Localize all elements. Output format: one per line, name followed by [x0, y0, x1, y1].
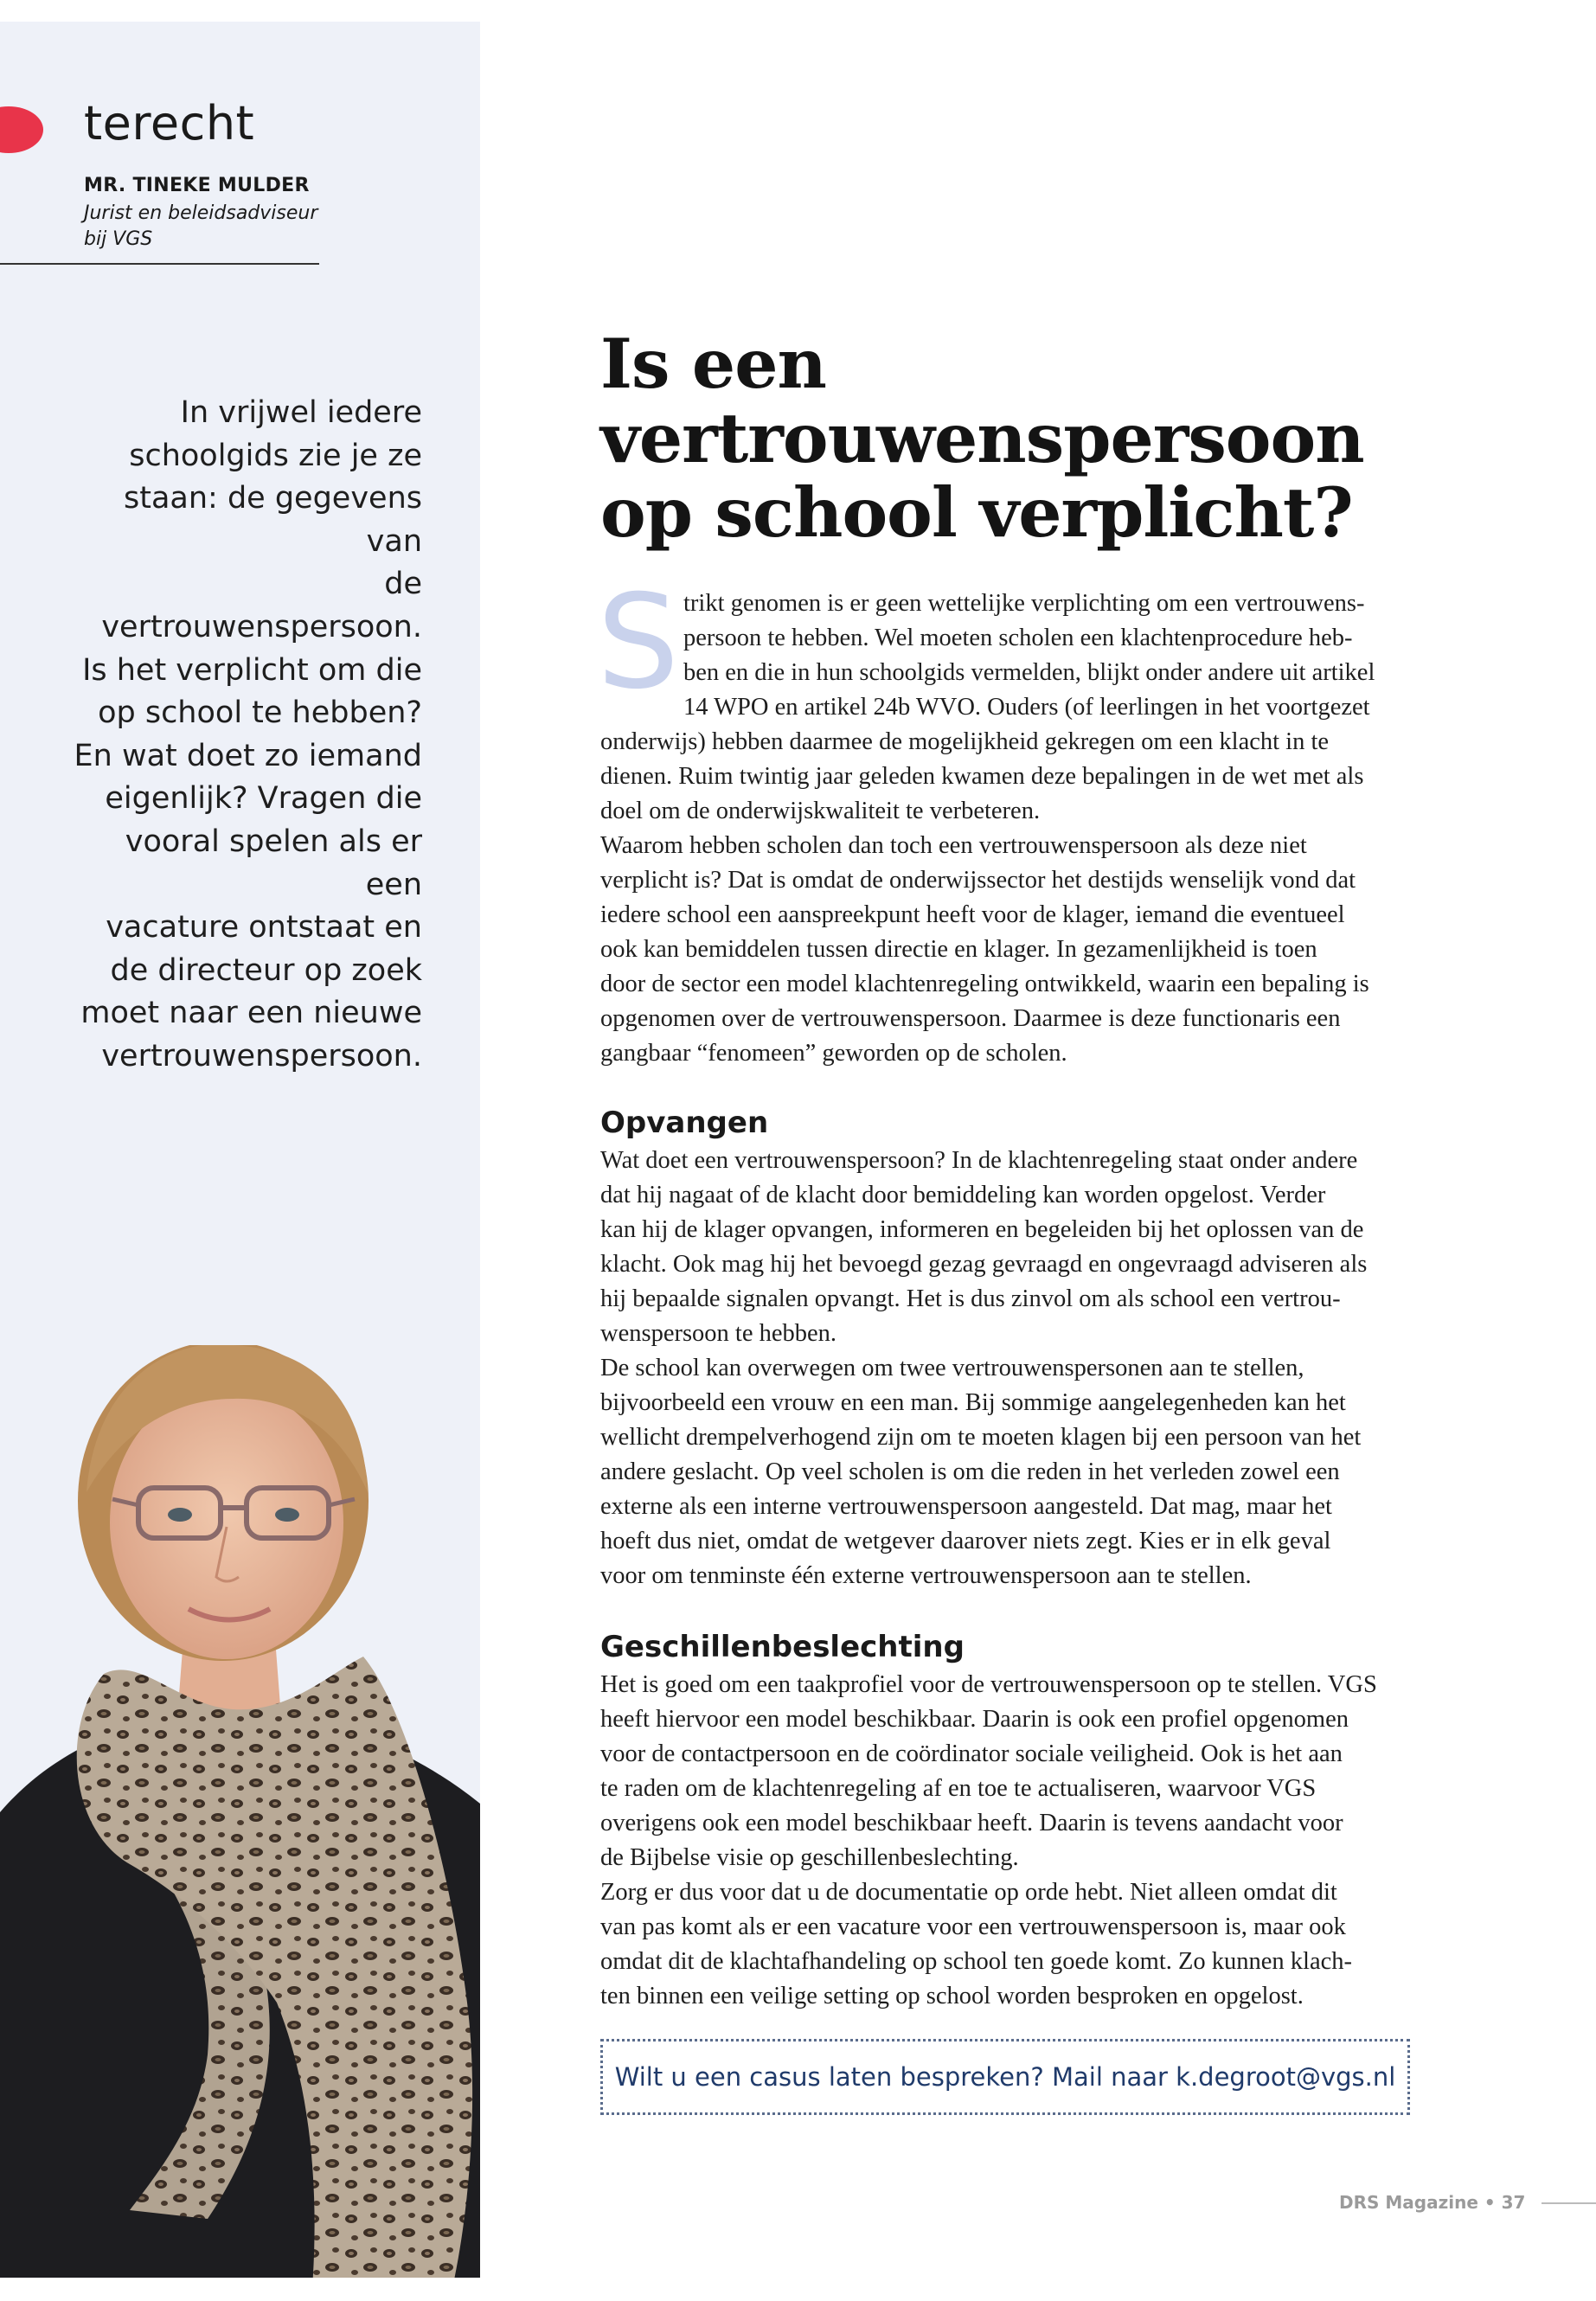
section-bullet-icon [0, 106, 43, 153]
text-line: De school kan overwegen om twee vertrouwenspersonen aan te stellen, [600, 1355, 1304, 1381]
article-paragraph-3 [600, 1144, 1465, 1351]
article-paragraph-1 [600, 586, 1465, 829]
intro-text [61, 392, 422, 1079]
text-line: hoeft dus niet, omdat de wetgever daarover niets zegt. Kies er in elk geval [600, 1528, 1331, 1554]
headline-line: op school verplicht? [600, 472, 1353, 553]
author-role-line: Jurist en beleidsadviseur [84, 202, 318, 224]
intro-line: moet naar een nieuwe [80, 996, 422, 1031]
text-line: hij bepaalde signalen opvangt. Het is dus zinvol om als school een vertrou- [600, 1285, 1341, 1312]
intro-line: eigenlijk? Vragen die [105, 781, 422, 817]
intro-line: In vrijwel iedere [180, 395, 422, 430]
footer-divider [1542, 2202, 1596, 2204]
author-role [84, 201, 343, 253]
text-line: trikt genomen is er geen wettelijke verplichting om een vertrouwens- [683, 590, 1365, 617]
intro-line: staan: de gegevens van [124, 481, 422, 559]
drop-cap: S [597, 567, 680, 718]
sidebar [0, 22, 480, 2278]
text-line: omdat dit de klachtafhandeling op school ten goede komt. Zo kunnen klach- [600, 1948, 1353, 1975]
intro-line: En wat doet zo iemand [74, 738, 422, 773]
text-line: doel om de onderwijskwaliteit te verbeteren. [600, 798, 1041, 824]
text-line: onderwijs) hebben daarmee de mogelijkheid gekregen om een klacht in te [600, 728, 1330, 755]
text-line: van pas komt als er een vacature voor een vertrouwenspersoon is, maar ook [600, 1913, 1346, 1940]
article-headline [600, 324, 1552, 553]
text-line: voor de contactpersoon en de coördinator sociale veiligheid. Ook is het aan [600, 1740, 1343, 1767]
text-line: door de sector een model klachtenregeling ontwikkeld, waarin een bepaling is [600, 971, 1369, 997]
page-footer: DRS Magazine • 37 [1339, 2192, 1526, 2213]
text-line: Zorg er dus voor dat u de documentatie op orde hebt. Niet alleen omdat dit [600, 1879, 1337, 1906]
text-line: voor om tenminste één externe vertrouwenspersoon aan te stellen. [600, 1562, 1252, 1589]
text-line: heeft hiervoor een model beschikbaar. Daarin is ook een profiel opgenomen [600, 1706, 1349, 1733]
text-line: gangbaar “fenomeen” geworden op de scholen. [600, 1040, 1067, 1067]
text-line: Het is goed om een taakprofiel voor de vertrouwenspersoon op te stellen. VGS [600, 1671, 1377, 1698]
intro-line: Is het verplicht om die [82, 652, 422, 688]
article-paragraph-2 [600, 829, 1465, 1071]
intro-line: de directeur op zoek [110, 952, 422, 988]
text-line: externe als een interne vertrouwenspersoon aangesteld. Dat mag, maar het [600, 1493, 1332, 1520]
intro-line: vertrouwenspersoon. [101, 1038, 422, 1074]
article-paragraph-4 [600, 1351, 1465, 1593]
author-role-line: bij VGS [84, 228, 153, 250]
sidebar-divider [0, 263, 319, 265]
text-line: overigens ook een model beschikbaar heeft. Daarin is tevens aandacht voor [600, 1810, 1343, 1836]
text-line: wenspersoon te hebben. [600, 1320, 837, 1347]
text-line: dat hij nagaat of de klacht door bemiddeling kan worden opgelost. Verder [600, 1182, 1326, 1208]
text-line: persoon te hebben. Wel moeten scholen een klachtenprocedure heb- [683, 625, 1353, 651]
text-line: Wat doet een vertrouwenspersoon? In de klachtenregeling staat onder andere [600, 1147, 1358, 1174]
contact-callout [600, 2039, 1410, 2115]
intro-line: vooral spelen als er een [125, 824, 422, 902]
subheading-opvangen: Opvangen [600, 1106, 769, 1140]
author-name: MR. TINEKE MULDER [84, 175, 310, 196]
text-line: 14 WPO en artikel 24b WVO. Ouders (of leerlingen in het voortgezet [683, 694, 1370, 721]
intro-line: de vertrouwenspersoon. [101, 567, 422, 644]
article-paragraph-5 [600, 1668, 1465, 1875]
article-paragraph-6 [600, 1875, 1465, 2014]
text-line: wellicht drempelverhogend zijn om te moeten klagen bij een persoon van het [600, 1424, 1362, 1451]
text-line: kan hij de klager opvangen, informeren en begeleiden bij het oplossen van de [600, 1216, 1364, 1243]
text-line: klacht. Ook mag hij het bevoegd gezag gevraagd en ongevraagd adviseren als [600, 1251, 1368, 1278]
text-line: iedere school een aanspreekpunt heeft voor de klager, iemand die eventueel [600, 901, 1345, 928]
author-portrait-photo [0, 1345, 480, 2278]
text-line: opgenomen over de vertrouwenspersoon. Daarmee is deze functionaris een [600, 1005, 1341, 1032]
text-line: verplicht is? Dat is omdat de onderwijssector het destijds wenselijk vond dat [600, 867, 1356, 894]
text-line: ten binnen een veilige setting op school worden besproken en opgelost. [600, 1983, 1304, 2009]
headline-line: Is een vertrouwenspersoon [600, 324, 1364, 478]
text-line: ook kan bemiddelen tussen directie en klager. In gezamenlijkheid is toen [600, 936, 1317, 963]
text-line: Waarom hebben scholen dan toch een vertrouwenspersoon als deze niet [600, 832, 1307, 859]
intro-line: vacature ontstaat en [106, 910, 422, 945]
text-line: ben en die in hun schoolgids vermelden, blijkt onder andere uit artikel [683, 659, 1375, 686]
text-line: bijvoorbeeld een vrouw en een man. Bij sommige aangelegenheden kan het [600, 1389, 1346, 1416]
text-line: andere geslacht. Op veel scholen is om die reden in het verleden zowel een [600, 1458, 1340, 1485]
text-line: dienen. Ruim twintig jaar geleden kwamen deze bepalingen in de wet met als [600, 763, 1364, 790]
subheading-geschillenbeslechting: Geschillenbeslechting [600, 1630, 965, 1664]
intro-line: op school te hebben? [98, 695, 422, 731]
section-label: terecht [84, 96, 255, 151]
intro-line: schoolgids zie je ze [129, 438, 422, 473]
text-line: de Bijbelse visie op geschillenbeslechting. [600, 1844, 1019, 1871]
callout-text[interactable]: Wilt u een casus laten bespreken? Mail naar k.degroot@vgs.nl [614, 2062, 1396, 2092]
text-line: te raden om de klachtenregeling af en toe te actualiseren, waarvoor VGS [600, 1775, 1317, 1802]
